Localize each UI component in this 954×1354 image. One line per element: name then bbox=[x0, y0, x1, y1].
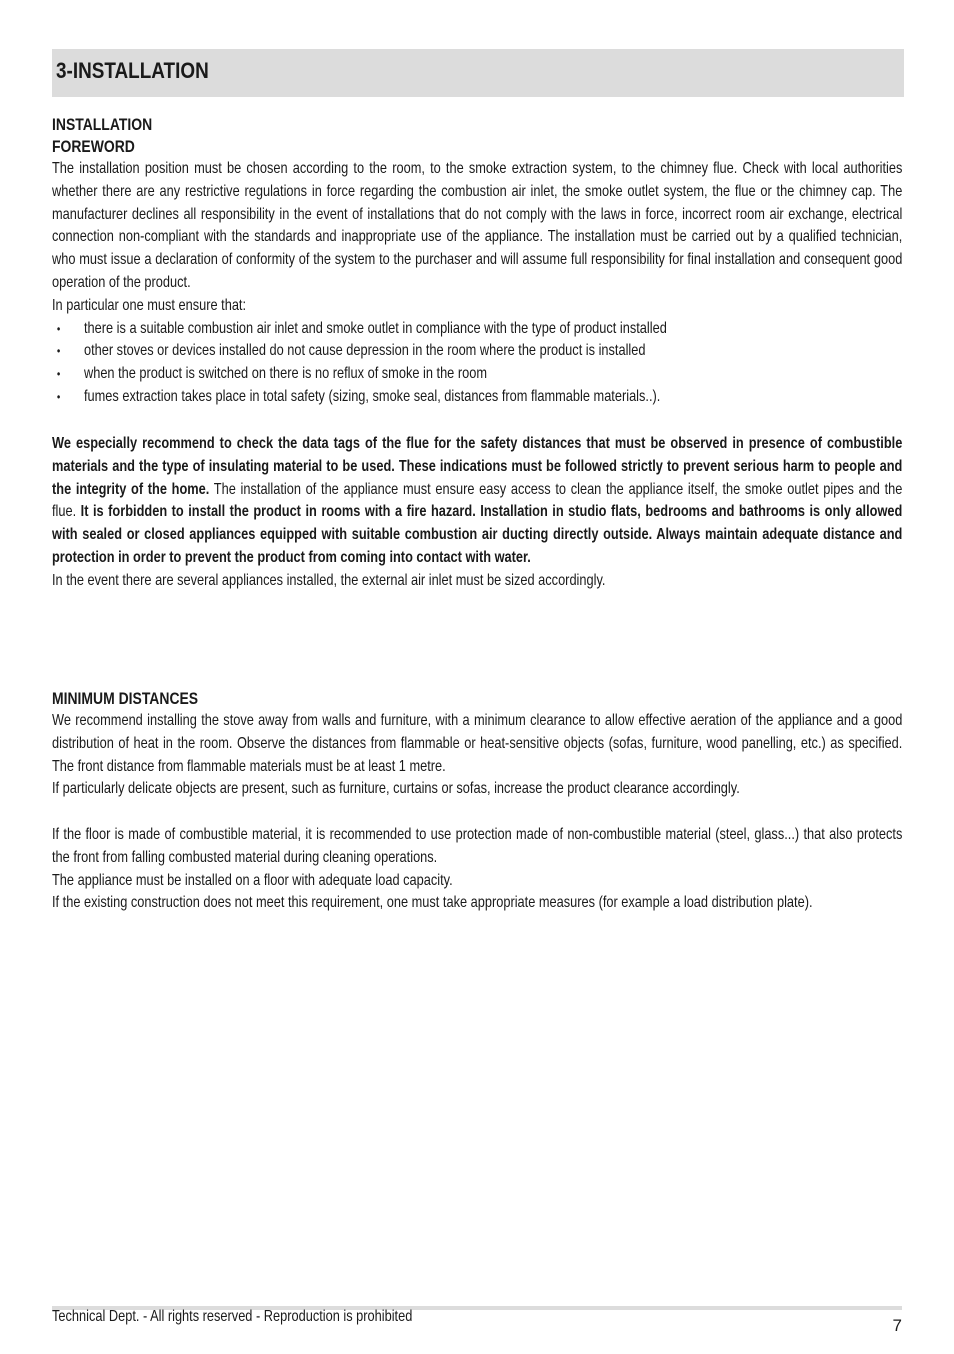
installation-section bbox=[52, 114, 902, 409]
distances-paragraph: We recommend installing the stove away from walls and furniture, with a minimum clearance to allow effective aeration of the appliance and a good distribution of heat in the room. Observe the distances from flammable or heat-sensitive objects (sofas, furniture, wood panelling, etc.) as specified. The front distance from flammable materials must be at least 1 metre. bbox=[52, 712, 903, 775]
footer-copyright-text: Technical Dept. - All rights reserved - Reproduction is prohibited bbox=[52, 1308, 413, 1325]
list-intro: In particular one must ensure that: bbox=[52, 296, 247, 314]
footer-copyright bbox=[52, 1308, 491, 1326]
section-title: 3-INSTALLATION bbox=[56, 58, 209, 83]
floor-protection-paragraph: If the floor is made of combustible material, it is recommended to use protection made of non-combustible material (steel, glass...) that also protects the front from falling combusted material during cleaning operations. bbox=[52, 825, 903, 866]
load-capacity-paragraph: The appliance must be installed on a floor with adequate load capacity. bbox=[52, 871, 453, 889]
list-item: • fumes extraction takes place in total safety (sizing, smoke seal, distances from flammable materials..). bbox=[52, 386, 902, 409]
list-item: • there is a suitable combustion air inlet and smoke outlet in compliance with the type of product installed bbox=[52, 318, 902, 341]
delicate-objects-paragraph: If particularly delicate objects are present, such as furniture, curtains or sofas, increase the product clearance accordingly. bbox=[52, 780, 740, 798]
minimum-distances-heading: MINIMUM DISTANCES bbox=[52, 689, 199, 708]
minimum-distances-section bbox=[52, 688, 902, 915]
list-item: • when the product is switched on there is no reflux of smoke in the room bbox=[52, 363, 902, 386]
requirements-list bbox=[52, 318, 902, 409]
list-item: • other stoves or devices installed do not cause depression in the room where the product is installed bbox=[52, 340, 902, 363]
safety-warning-paragraph bbox=[52, 433, 902, 570]
access-note: The installation of the appliance must ensure easy access to clean the appliance itself, the smoke outlet pipes and the flue. bbox=[52, 480, 903, 521]
section-header bbox=[52, 49, 904, 97]
several-appliances-note: In the event there are several appliances installed, the external air inlet must be sized accordingly. bbox=[52, 571, 606, 589]
warning-section bbox=[52, 433, 902, 593]
load-distribution-paragraph: If the existing construction does not meet this requirement, one must take appropriate measures (for example a load distribution plate). bbox=[52, 894, 813, 912]
foreword-heading: FOREWORD bbox=[52, 137, 135, 156]
safety-warning-bold: We especially recommend to check the data tags of the flue for the safety distances that must be observed in presence of combustible materials and the type of insulating material to be used. These indications must be followed strictly to prevent serious harm to people and the integrity of the home. bbox=[52, 435, 903, 498]
installation-heading: INSTALLATION bbox=[52, 115, 153, 134]
page-number: 7 bbox=[892, 1316, 902, 1335]
fire-hazard-warning: It is forbidden to install the product in rooms with a fire hazard. Installation in studio flats, bedrooms and bathrooms is only allowed with sealed or closed appliances equipped with suitable combustion air ducting directly outside. Always maintain adequate distance and protection in order to prevent the product from coming into contact with water. bbox=[52, 503, 903, 566]
foreword-paragraph: The installation position must be chosen according to the room, to the smoke extraction system, to the chimney flue. Check with local authorities whether there are any restrictive regulations in force regarding the combustion air inlet, the smoke outlet system, the flue or the chimney cap. The manufacturer declines all responsibility in the event of installations that do not comply with the laws in force, incorrect room air exchange, electrical connection non-compliant with the standards and inappropriate use of the appliance. The installation must be carried out by a qualified technician, who must issue a declaration of conformity of the system to the purchaser and will assume full responsibility for final installation and consequent good operation of the product. bbox=[52, 160, 903, 291]
